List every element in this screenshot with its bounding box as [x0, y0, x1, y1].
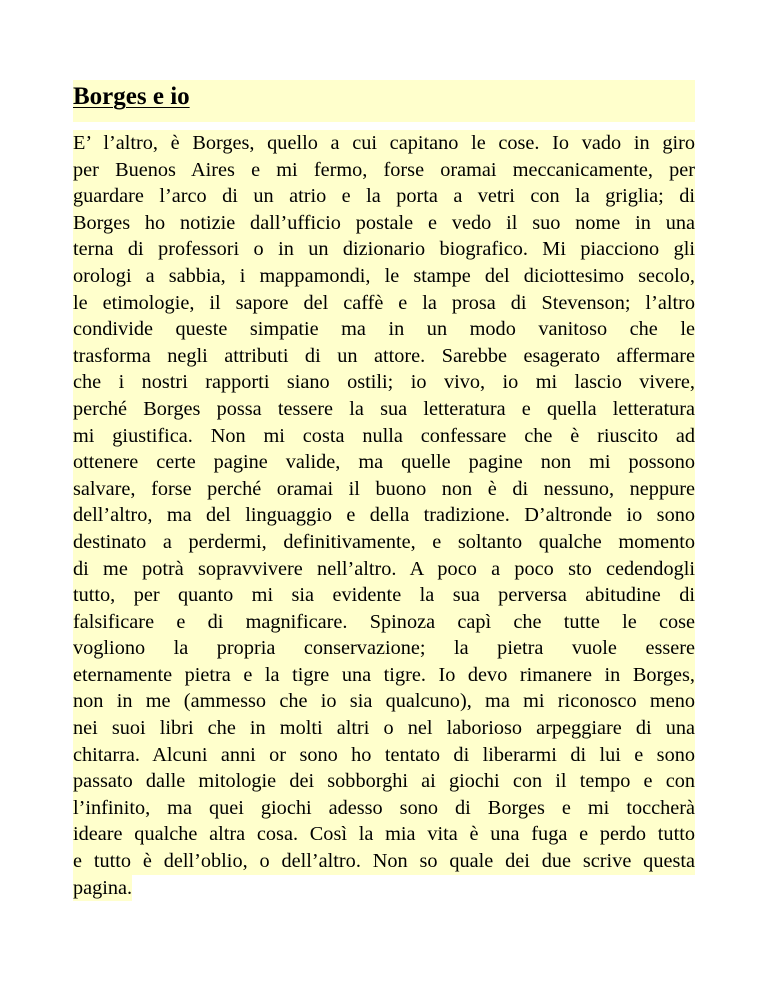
paragraph-line: Borges ho notizie dall’ufficio postale e vedo il suo nome in una — [73, 210, 695, 237]
paragraph-line: e tutto è dell’oblio, o dell’altro. Non so quale dei due scrive questa — [73, 848, 695, 875]
paragraph-line: destinato a perdermi, definitivamente, e soltanto qualche momento — [73, 529, 695, 556]
paragraph-line: tutto, per quanto mi sia evidente la sua perversa abitudine di — [73, 582, 695, 609]
paragraph-line: ideare qualche altra cosa. Così la mia vita è una fuga e perdo tutto — [73, 821, 695, 848]
paragraph-line: guardare l’arco di un atrio e la porta a vetri con la griglia; di — [73, 183, 695, 210]
page-title: Borges e io — [73, 83, 190, 110]
paragraph-line: terna di professori o in un dizionario biografico. Mi piacciono gli — [73, 236, 695, 263]
title-highlight — [73, 80, 695, 122]
paragraph-line: l’infinito, ma quei giochi adesso sono di Borges e mi toccherà — [73, 795, 695, 822]
paragraph-line: non in me (ammesso che io sia qualcuno), ma mi riconosco meno — [73, 688, 695, 715]
paragraph-line: condivide queste simpatie ma in un modo vanitoso che le — [73, 316, 695, 343]
paragraph-line: chitarra. Alcuni anni or sono ho tentato di liberarmi di lui e sono — [73, 742, 695, 769]
paragraph-line: di me potrà sopravvivere nell’altro. A poco a poco sto cedendogli — [73, 556, 695, 583]
paragraph-line: nei suoi libri che in molti altri o nel laborioso arpeggiare di una — [73, 715, 695, 742]
paragraph-line: E’ l’altro, è Borges, quello a cui capitano le cose. Io vado in giro — [73, 130, 695, 157]
paragraph-line: eternamente pietra e la tigre una tigre. Io devo rimanere in Borges, — [73, 662, 695, 689]
body-text — [73, 130, 695, 909]
paragraph-line: dell’altro, ma del linguaggio e della tradizione. D’altronde io sono — [73, 502, 695, 529]
paragraph-line: orologi a sabbia, i mappamondi, le stampe del diciottesimo secolo, — [73, 263, 695, 290]
paragraph-line: pagina. — [73, 875, 132, 902]
paragraph-line: vogliono la propria conservazione; la pietra vuole essere — [73, 635, 695, 662]
paragraph-line: che i nostri rapporti siano ostili; io vivo, io mi lascio vivere, — [73, 369, 695, 396]
document-page — [73, 80, 695, 909]
paragraph-line: passato dalle mitologie dei sobborghi ai giochi con il tempo e con — [73, 768, 695, 795]
paragraph-line: mi giustifica. Non mi costa nulla confessare che è riuscito ad — [73, 423, 695, 450]
paragraph-line: salvare, forse perché oramai il buono non è di nessuno, neppure — [73, 476, 695, 503]
paragraph-line: perché Borges possa tessere la sua letteratura e quella letteratura — [73, 396, 695, 423]
paragraph-line: trasforma negli attributi di un attore. Sarebbe esagerato affermare — [73, 343, 695, 370]
paragraph-line: per Buenos Aires e mi fermo, forse oramai meccanicamente, per — [73, 157, 695, 184]
paragraph-line: le etimologie, il sapore del caffè e la prosa di Stevenson; l’altro — [73, 290, 695, 317]
paragraph-line: ottenere certe pagine valide, ma quelle pagine non mi possono — [73, 449, 695, 476]
paragraph-line: falsificare e di magnificare. Spinoza capì che tutte le cose — [73, 609, 695, 636]
